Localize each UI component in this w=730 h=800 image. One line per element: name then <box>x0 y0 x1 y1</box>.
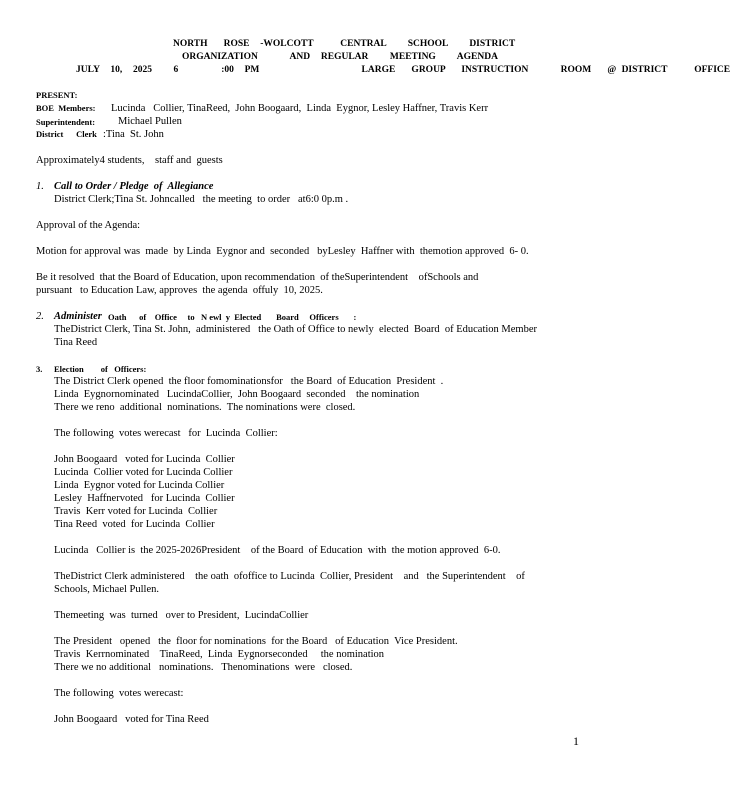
header-agenda-line: ORGANIZATION AND REGULAR MEETING AGENDA <box>182 52 498 62</box>
vp-text-3: There we no additional nominations. Thenominations were closed. <box>54 662 353 673</box>
boe-label: BOE Members: <box>36 103 96 113</box>
section-3-number: 3. <box>36 364 43 374</box>
section-2-number: 2. <box>36 311 44 322</box>
section-3-title: Election of Officers: <box>54 364 147 374</box>
vote-line: Lucinda Collier voted for Lucinda Collier <box>54 467 233 478</box>
section-1-title: Call to Order / Pledge of Allegiance <box>54 181 214 192</box>
resolution-line-2: pursuant to Education Law, approves the agenda offuly 10, 2025. <box>36 285 323 296</box>
boe-members: Lucinda Collier, TinaReed, John Boogaard, Linda Eygnor, Lesley Haffner, Travis Kerr <box>111 103 489 114</box>
vote-line: Travis Kerr voted for Lucinda Collier <box>54 506 218 517</box>
section-1-number: 1. <box>36 181 44 192</box>
section-2-text-2: Tina Reed <box>54 337 98 348</box>
president-result: Lucinda Collier is the 2025-2026President of the Board of Education with the motion approved 6-0. <box>54 545 501 556</box>
vp-text-1: The President opened the floor for nominations for the Board of Education Vice President. <box>54 636 458 647</box>
meeting-turned-over: Themeeting was turned over to President, LucindaCollier <box>54 610 309 621</box>
oath-text-2: Schools, Michael Pullen. <box>54 584 159 595</box>
approval-motion: Motion for approval was made by Linda Eygnor and seconded byLesley Haffner with themotion approved 6- 0. <box>36 246 529 257</box>
election-text-2: Linda Eygnornominated LucindaCollier, John Boogaard seconded the nomination <box>54 389 420 400</box>
district-clerk-label: District Clerk <box>36 129 97 139</box>
attendance-line: Approximately4 students, staff and guests <box>36 155 223 166</box>
resolution-line-1: Be it resolved that the Board of Education, upon recommendation of theSuperintendent ofSchools and <box>36 272 479 283</box>
section-1-text: District Clerk;Tina St. Johncalled the meeting to order at6:0 0p.m . <box>54 194 349 205</box>
header-title-line: NORTH ROSE -WOLCOTT CENTRAL SCHOOL DISTRICT <box>173 39 516 49</box>
section-2-text-1: TheDistrict Clerk, Tina St. John, administered the Oath of Office to newly elected Board of Education Member <box>54 324 537 335</box>
district-clerk-name: :Tina St. John <box>103 129 164 140</box>
election-text-3: There we reno additional nominations. The nominations were closed. <box>54 402 356 413</box>
oath-text-1: TheDistrict Clerk administered the oath ofoffice to Lucinda Collier, President and the Superintendent of <box>54 571 525 582</box>
header-date-line: JULY 10, 2025 6 :00 PM LARGE GROUP INSTRUCTION ROOM @ DISTRICT OFFICE <box>76 65 730 75</box>
present-label: PRESENT: <box>36 90 78 100</box>
vote-line: Lesley Haffnervoted for Lucinda Collier <box>54 493 235 504</box>
section-2-title-a: Administer <box>54 311 102 322</box>
superintendent-label: Superintendent: <box>36 117 96 127</box>
section-2-title-b: Oath of Office to N ewl y Elected Board Officers : <box>108 312 357 322</box>
votes2-intro: The following votes werecast: <box>54 688 184 699</box>
vp-text-2: Travis Kerrnominated TinaReed, Linda Eygnorseconded the nomination <box>54 649 385 660</box>
vote-line: Tina Reed voted for Lucinda Collier <box>54 519 215 530</box>
votes-intro: The following votes werecast for Lucinda Collier: <box>54 428 278 439</box>
vote2-line: John Boogaard voted for Tina Reed <box>54 714 209 725</box>
approval-heading: Approval of the Agenda: <box>36 220 141 231</box>
vote-line: John Boogaard voted for Lucinda Collier <box>54 454 235 465</box>
vote-line: Linda Eygnor voted for Lucinda Collier <box>54 480 225 491</box>
election-text-1: The District Clerk opened the floor fomominationsfor the Board of Education President . <box>54 376 444 387</box>
page-number: 1 <box>573 734 579 748</box>
superintendent-name: Michael Pullen <box>118 116 182 127</box>
